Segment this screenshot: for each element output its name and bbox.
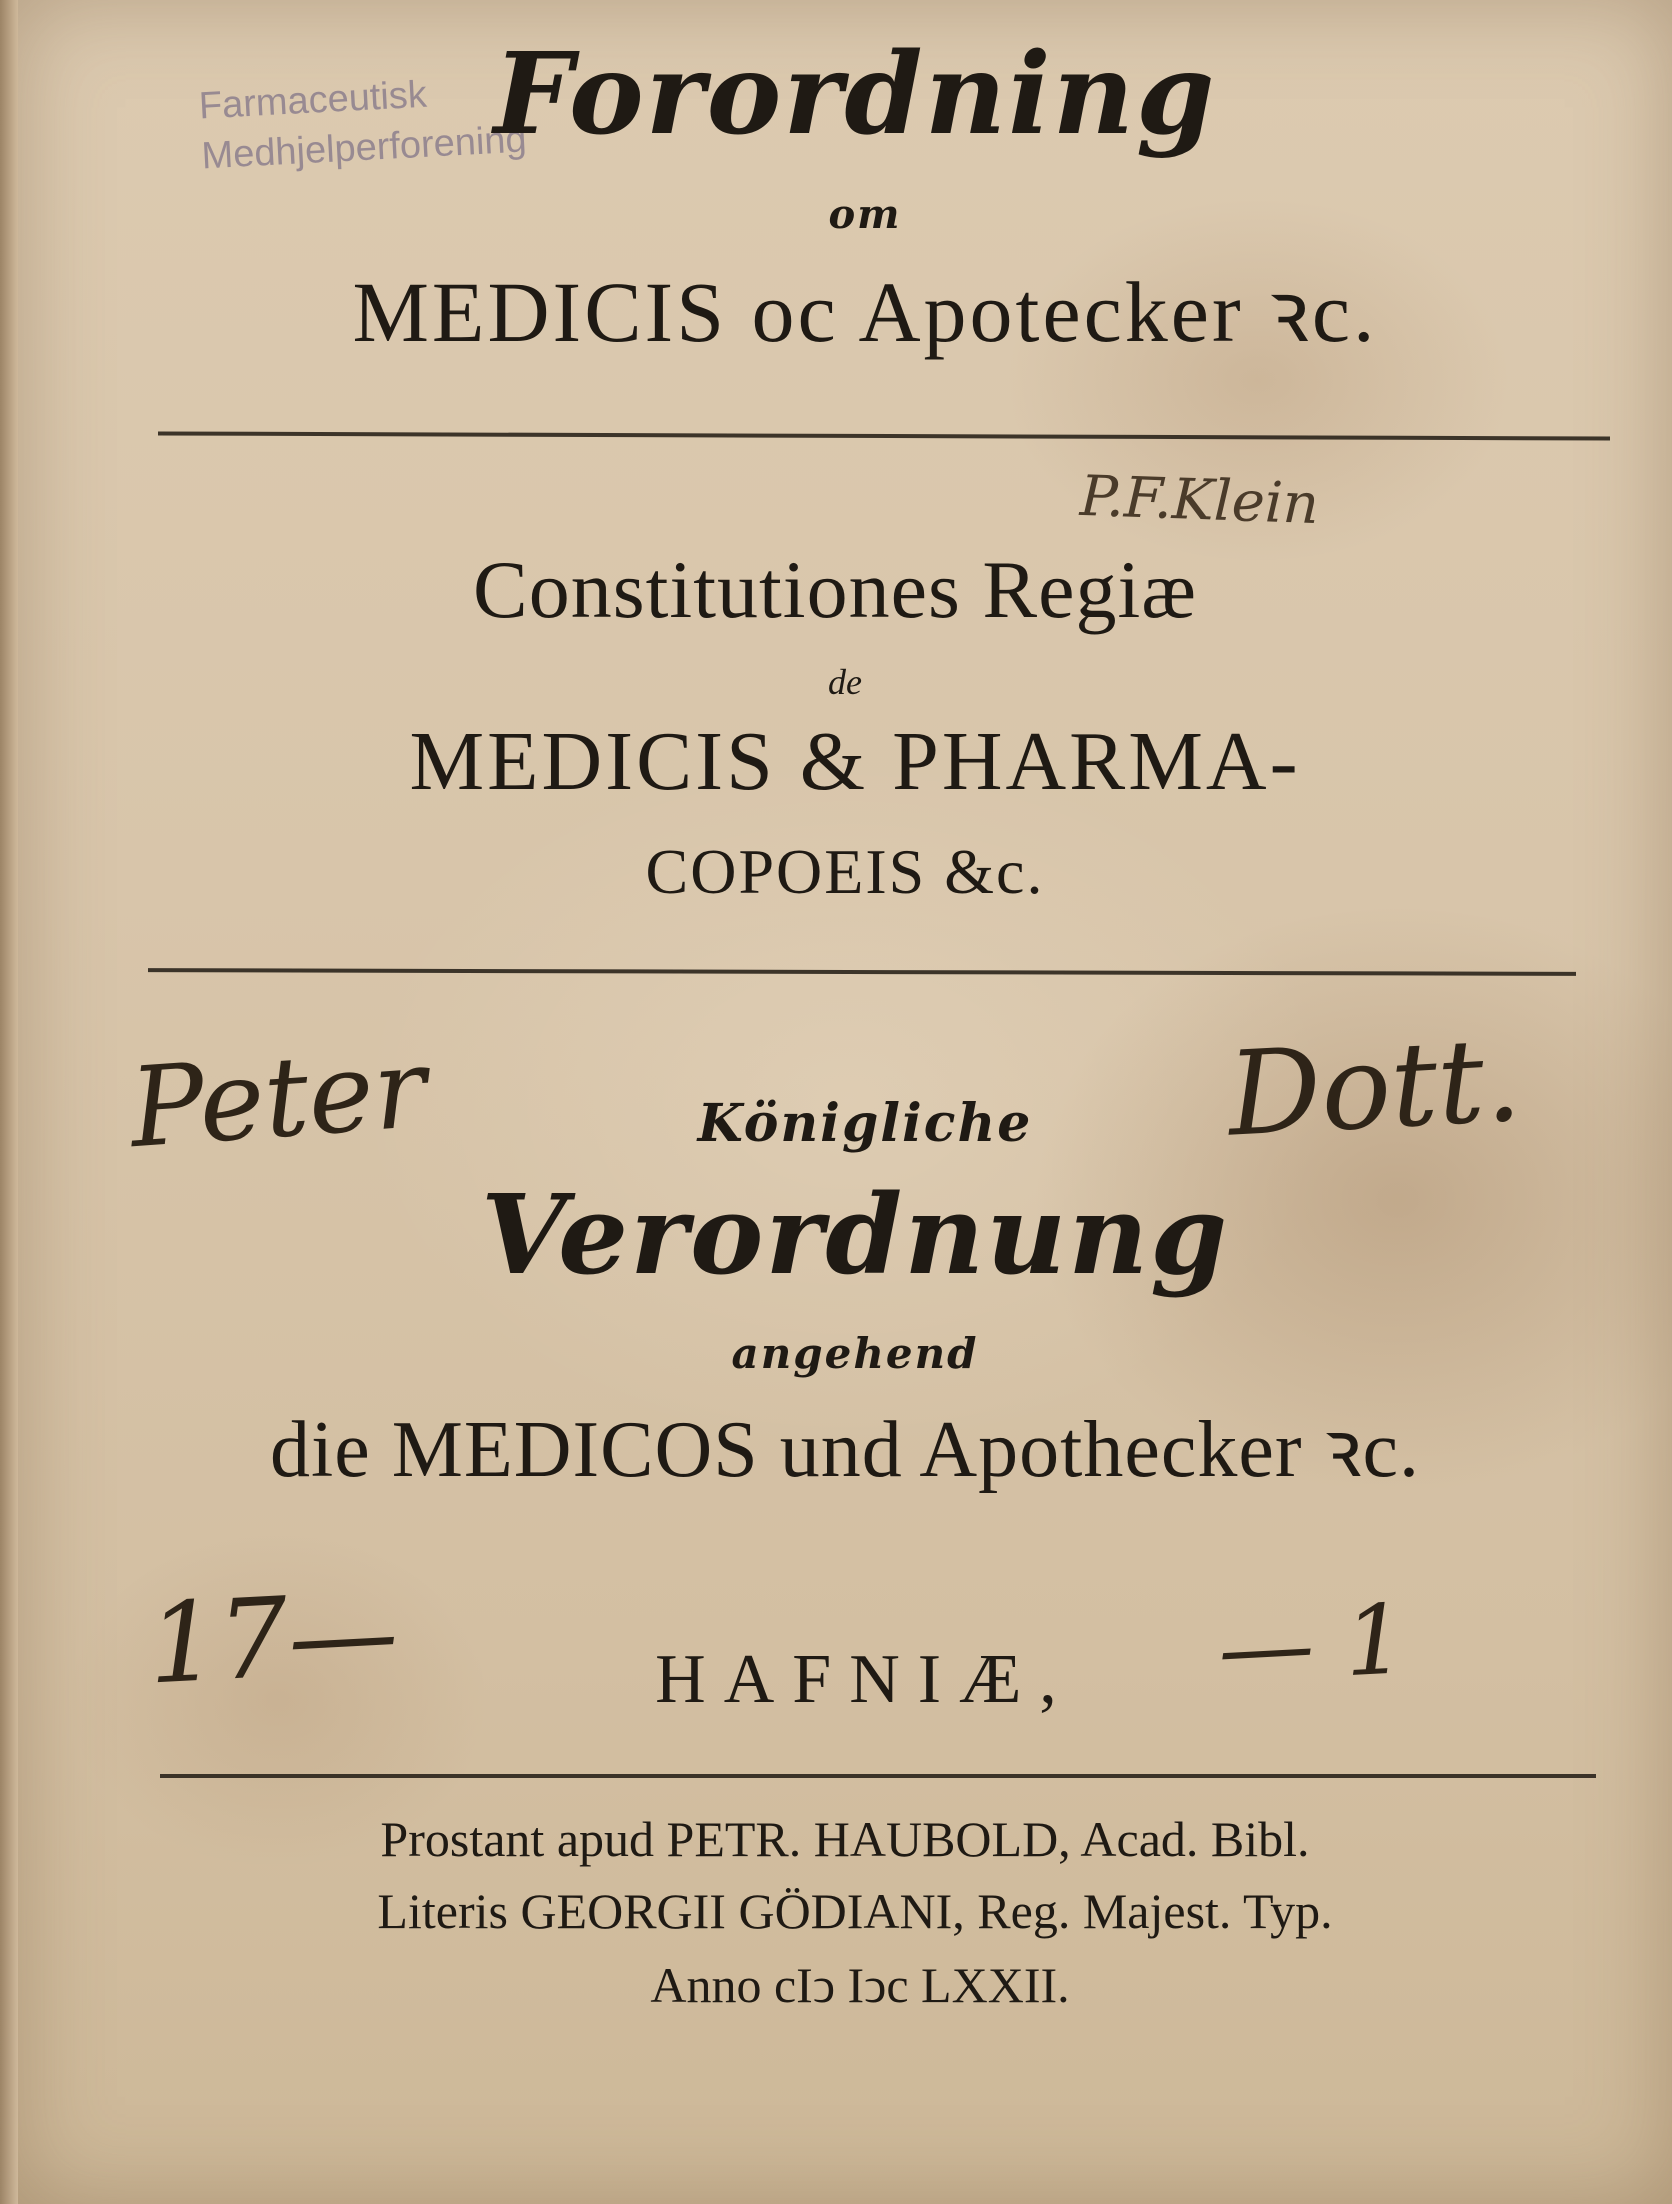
german-title-koenigliche: Königliche	[697, 1093, 1033, 1154]
handwritten-number-left: 17—	[144, 1567, 402, 1709]
latin-title-copoeis: COPOEIS &c.	[645, 836, 1045, 907]
rule-2	[148, 968, 1576, 976]
rule-1	[158, 431, 1610, 440]
german-title-angehend: angehend	[731, 1329, 979, 1378]
stamp-line-1: Farmaceutisk	[197, 73, 428, 128]
imprint-line-1: Prostant apud PETR. HAUBOLD, Acad. Bibl.	[380, 1811, 1310, 1867]
danish-title-heading: Forordning	[493, 29, 1217, 160]
handwritten-mark-right: — 1	[1215, 1583, 1409, 1705]
handwritten-name-left: Peter	[125, 1023, 431, 1173]
rule-3	[160, 1774, 1596, 1778]
stamp-line-2: Medhjelperforening	[200, 118, 528, 178]
german-title-medicos: die MEDICOS und Apothecker ꝛc.	[270, 1406, 1420, 1494]
imprint-line-2: Literis GEORGII GÖDIANI, Reg. Majest. Typ.	[377, 1883, 1333, 1939]
german-title-heading: Verordnung	[480, 1170, 1230, 1299]
latin-title-medicis-pharma: MEDICIS & PHARMA-	[409, 715, 1301, 808]
handwritten-signature: P.F.Klein	[1078, 463, 1320, 538]
title-page	[18, 0, 1672, 2204]
latin-title-de: de	[828, 662, 862, 702]
handwritten-name-right: Dott.	[1224, 1012, 1525, 1163]
latin-title-constitutiones: Constitutiones Regiæ	[473, 544, 1197, 635]
imprint-line-3: Anno cIↄ Iↄc LXXII.	[650, 1957, 1070, 2013]
danish-title-om: om	[828, 191, 902, 238]
place-of-printing: HAFNIÆ,	[655, 1641, 1075, 1718]
danish-title-medicis: MEDICIS oc Apotecker ꝛc.	[352, 264, 1378, 360]
